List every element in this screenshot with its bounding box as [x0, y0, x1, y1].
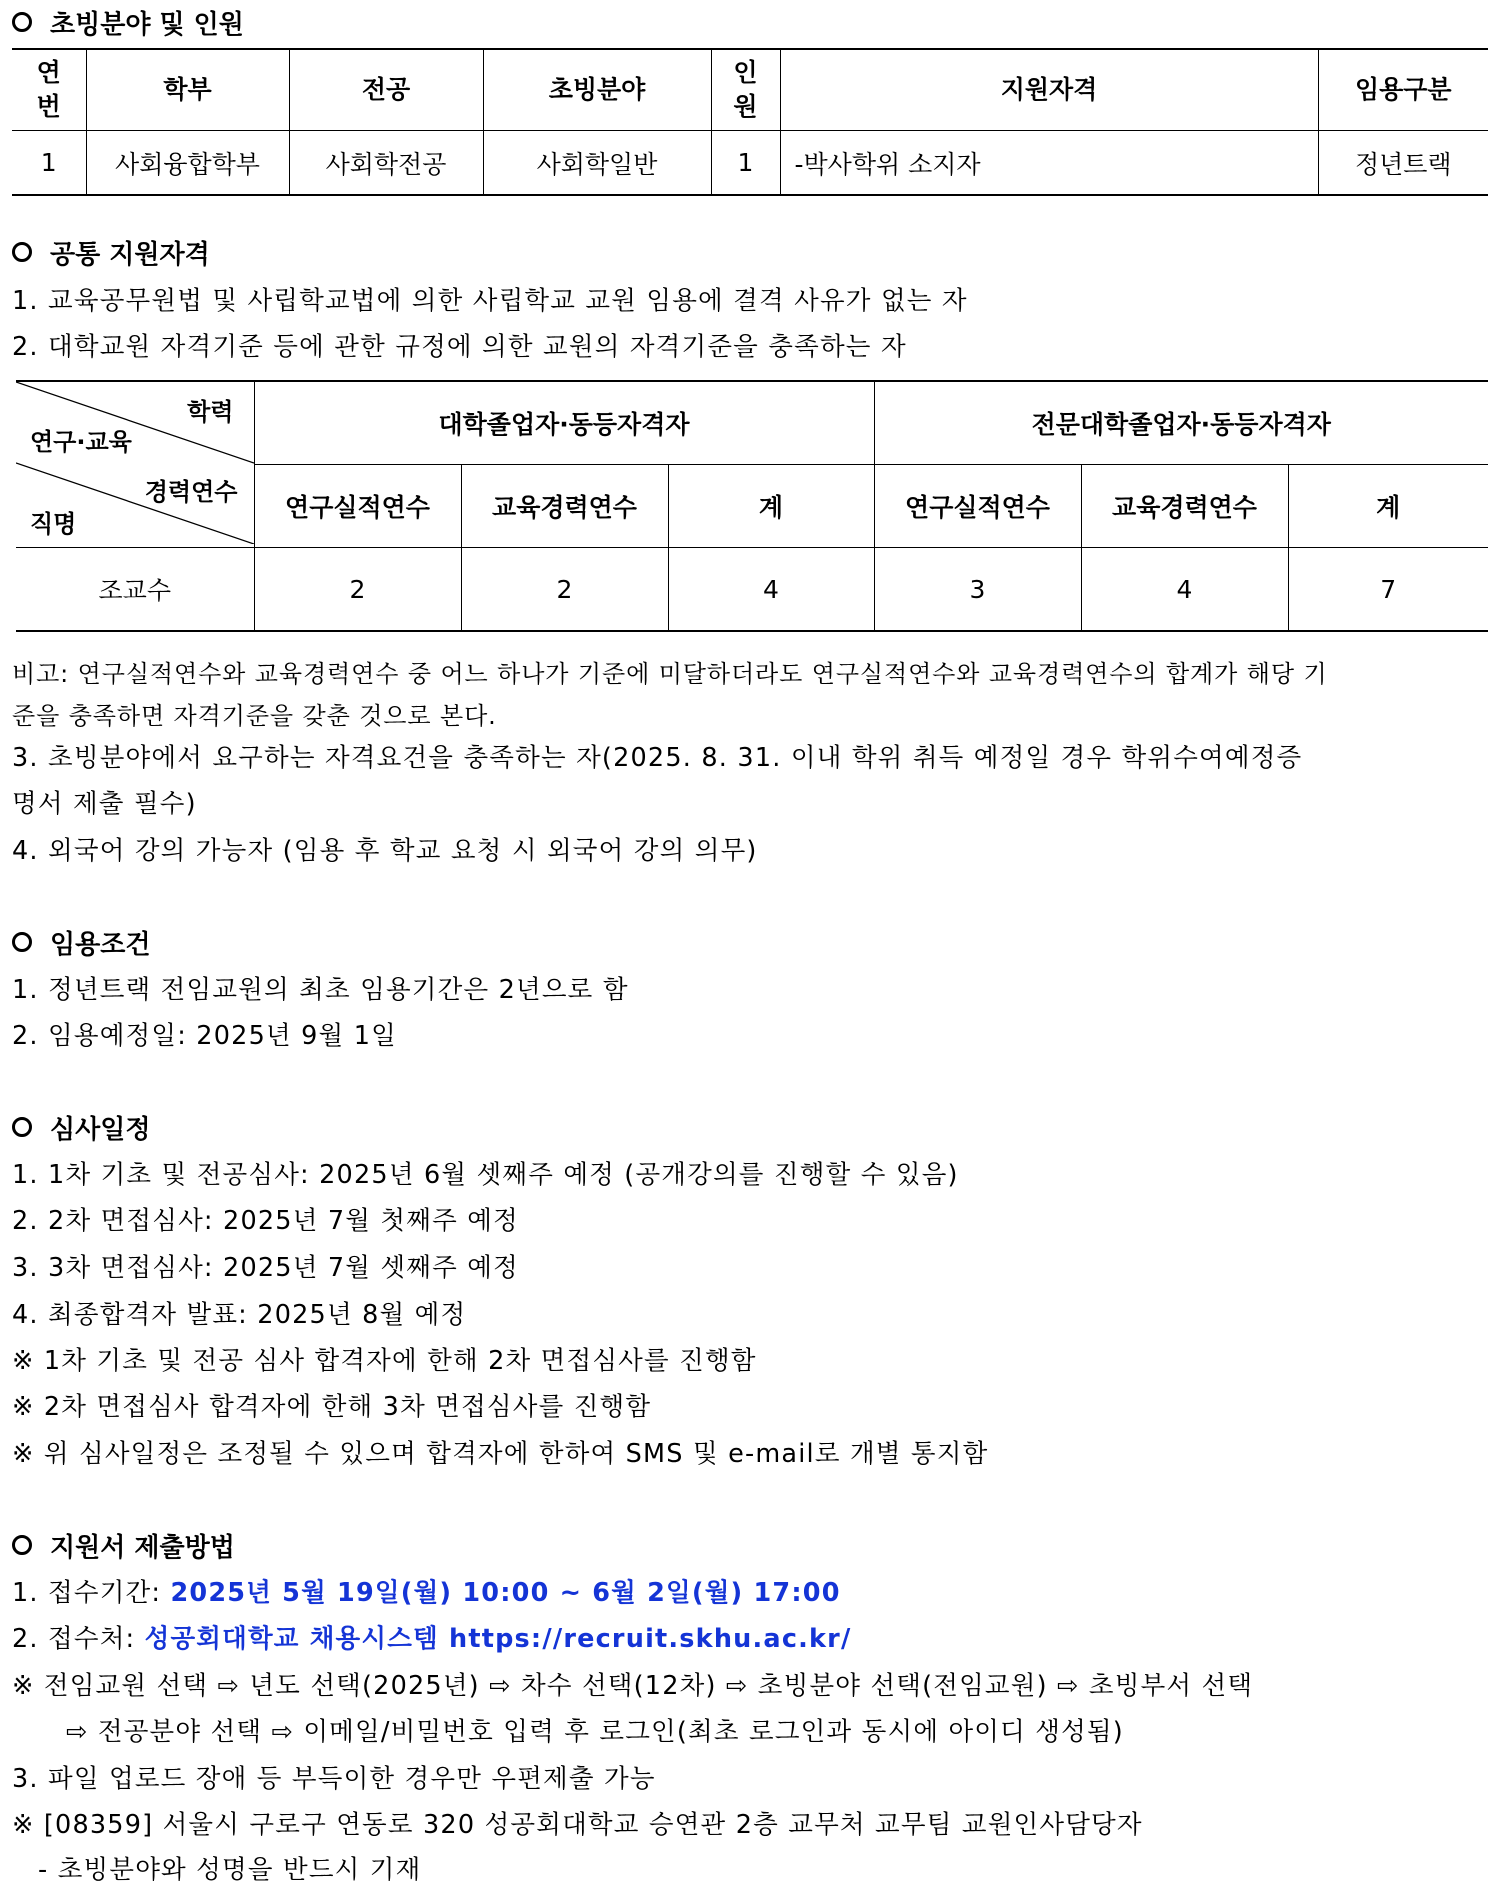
recruit-system-link[interactable]: 성공회대학교 채용시스템 https://recruit.skhu.ac.kr/	[144, 1624, 852, 1654]
cell-faculty: 사회융합학부	[86, 131, 289, 196]
qual-line-3a: 3. 초빙분야에서 요구하는 자격요건을 충족하는 자(2025. 8. 31. 이내 학위 취득 예정일 경우 학위수여예정증	[12, 743, 1303, 773]
note-line-1: 비고: 연구실적연수와 교육경력연수 중 어느 하나가 기준에 미달하더라도 연구실적연수와 교육경력연수의 합계가 해당 기	[12, 660, 1328, 688]
cell-type: 정년트랙	[1318, 131, 1488, 196]
corner-label-research: 연구·교육	[30, 428, 132, 456]
table-header-row	[16, 381, 1488, 465]
corner-label-title: 직명	[30, 510, 77, 538]
terms-line-2: 2. 임용예정일: 2025년 9월 1일	[12, 1021, 397, 1051]
note-line-2: 준을 충족하면 자격기준을 갖춘 것으로 본다.	[12, 702, 497, 730]
section-heading-terms	[12, 922, 150, 962]
schedule-note-2: ※ 2차 면접심사 합격자에 한해 3차 면접심사를 진행함	[12, 1392, 652, 1422]
cell-no: 1	[40, 148, 57, 177]
submit-steps-line-2: ⇨ 전공분야 선택 ⇨ 이메일/비밀번호 입력 후 로그인(최초 로그인과 동시에 아이디 생성됨)	[66, 1717, 1124, 1747]
submit-period-value: 2025년 5월 19일(월) 10:00 ~ 6월 2일(월) 17:00	[170, 1578, 841, 1608]
cell-value: 2	[461, 548, 668, 632]
positions-table	[12, 48, 1488, 196]
schedule-line-3: 3. 3차 면접심사: 2025년 7월 셋째주 예정	[12, 1253, 519, 1283]
header-faculty: 학부	[86, 49, 289, 131]
schedule-note-3: ※ 위 심사일정은 조정될 수 있으며 합격자에 한하여 SMS 및 e-mail로 개별 통지함	[12, 1439, 989, 1469]
schedule-line-1: 1. 1차 기초 및 전공심사: 2025년 6월 셋째주 예정 (공개강의를 진행할 수 있음)	[12, 1160, 959, 1190]
header-major: 전공	[289, 49, 483, 131]
qual-line-1: 1. 교육공무원법 및 사립학교법에 의한 사립학교 교원 임용에 결격 사유가 없는 자	[12, 286, 968, 316]
header-field: 초빙분야	[483, 49, 711, 131]
cell-field: 사회학일반	[483, 131, 711, 196]
submit-place-label: 2. 접수처:	[12, 1624, 145, 1654]
table-row	[16, 548, 1488, 632]
subheader-total-2: 계	[1288, 465, 1488, 548]
section-title: 임용조건	[50, 929, 151, 960]
subheader-teaching-2: 교육경력연수	[1081, 465, 1288, 548]
circle-bullet-icon	[12, 1535, 32, 1555]
cell-value: 4	[1081, 548, 1288, 632]
submit-address-note: - 초빙분야와 성명을 반드시 기재	[38, 1855, 422, 1885]
qual-line-3b: 명서 제출 필수)	[12, 789, 197, 819]
header-type: 임용구분	[1318, 49, 1488, 131]
submit-steps-line-1: ※ 전임교원 선택 ⇨ 년도 선택(2025년) ⇨ 차수 선택(12차) ⇨ 초빙분야 선택(전임교원) ⇨ 초빙부서 선택	[12, 1671, 1254, 1701]
header-count: 인 원	[711, 49, 780, 131]
corner-label-education: 학력	[187, 398, 234, 426]
section-title: 심사일정	[50, 1114, 151, 1145]
section-title: 공통 지원자격	[50, 239, 210, 270]
subheader-research-1: 연구실적연수	[254, 465, 461, 548]
schedule-note-1: ※ 1차 기초 및 전공 심사 합격자에 한해 2차 면접심사를 진행함	[12, 1346, 757, 1376]
terms-line-1: 1. 정년트랙 전임교원의 최초 임용기간은 2년으로 함	[12, 975, 629, 1005]
cell-major: 사회학전공	[289, 131, 483, 196]
circle-bullet-icon	[12, 12, 32, 32]
subheader-research-2: 연구실적연수	[874, 465, 1081, 548]
table-header-row	[12, 49, 1488, 131]
submit-line-3: 3. 파일 업로드 장애 등 부득이한 경우만 우편제출 가능	[12, 1764, 656, 1794]
cell-value: 7	[1288, 548, 1488, 632]
section-title: 초빙분야 및 인원	[50, 9, 244, 40]
schedule-line-2: 2. 2차 면접심사: 2025년 7월 첫째주 예정	[12, 1206, 519, 1236]
circle-bullet-icon	[12, 932, 32, 952]
section-heading-qualifications	[12, 232, 210, 272]
diagonal-corner-cell	[16, 381, 254, 548]
submit-address: ※ [08359] 서울시 구로구 연동로 320 성공회대학교 승연관 2층 교무처 교무팀 교원인사담당자	[12, 1810, 1143, 1840]
section-title: 지원서 제출방법	[50, 1532, 235, 1563]
section-heading-submission	[12, 1525, 235, 1565]
cell-value: 2	[254, 548, 461, 632]
header-qualification: 지원자격	[780, 49, 1318, 131]
submit-period-label: 1. 접수기간:	[12, 1578, 171, 1608]
circle-bullet-icon	[12, 1117, 32, 1137]
qualification-criteria-table	[16, 380, 1488, 632]
cell-count: 1	[711, 131, 780, 196]
qual-line-2: 2. 대학교원 자격기준 등에 관한 규정에 의한 교원의 자격기준을 충족하는 자	[12, 332, 907, 362]
cell-qualification: -박사학위 소지자	[780, 131, 1318, 196]
section-heading-schedule	[12, 1107, 150, 1147]
submit-line-2	[12, 1619, 851, 1655]
header-no: 연 번	[12, 49, 86, 131]
subheader-teaching-1: 교육경력연수	[461, 465, 668, 548]
header-university-graduate: 대학졸업자·동등자격자	[254, 381, 874, 465]
schedule-line-4: 4. 최종합격자 발표: 2025년 8월 예정	[12, 1300, 467, 1330]
header-college-graduate: 전문대학졸업자·동등자격자	[874, 381, 1488, 465]
corner-label-years: 경력연수	[144, 478, 238, 506]
cell-value: 4	[668, 548, 874, 632]
cell-value: 3	[874, 548, 1081, 632]
table-row	[12, 131, 1488, 196]
cell-rank: 조교수	[98, 576, 171, 605]
section-heading-positions	[12, 2, 244, 42]
circle-bullet-icon	[12, 242, 32, 262]
subheader-total-1: 계	[668, 465, 874, 548]
submit-line-1	[12, 1573, 841, 1609]
qual-line-4: 4. 외국어 강의 가능자 (임용 후 학교 요청 시 외국어 강의 의무)	[12, 836, 758, 866]
